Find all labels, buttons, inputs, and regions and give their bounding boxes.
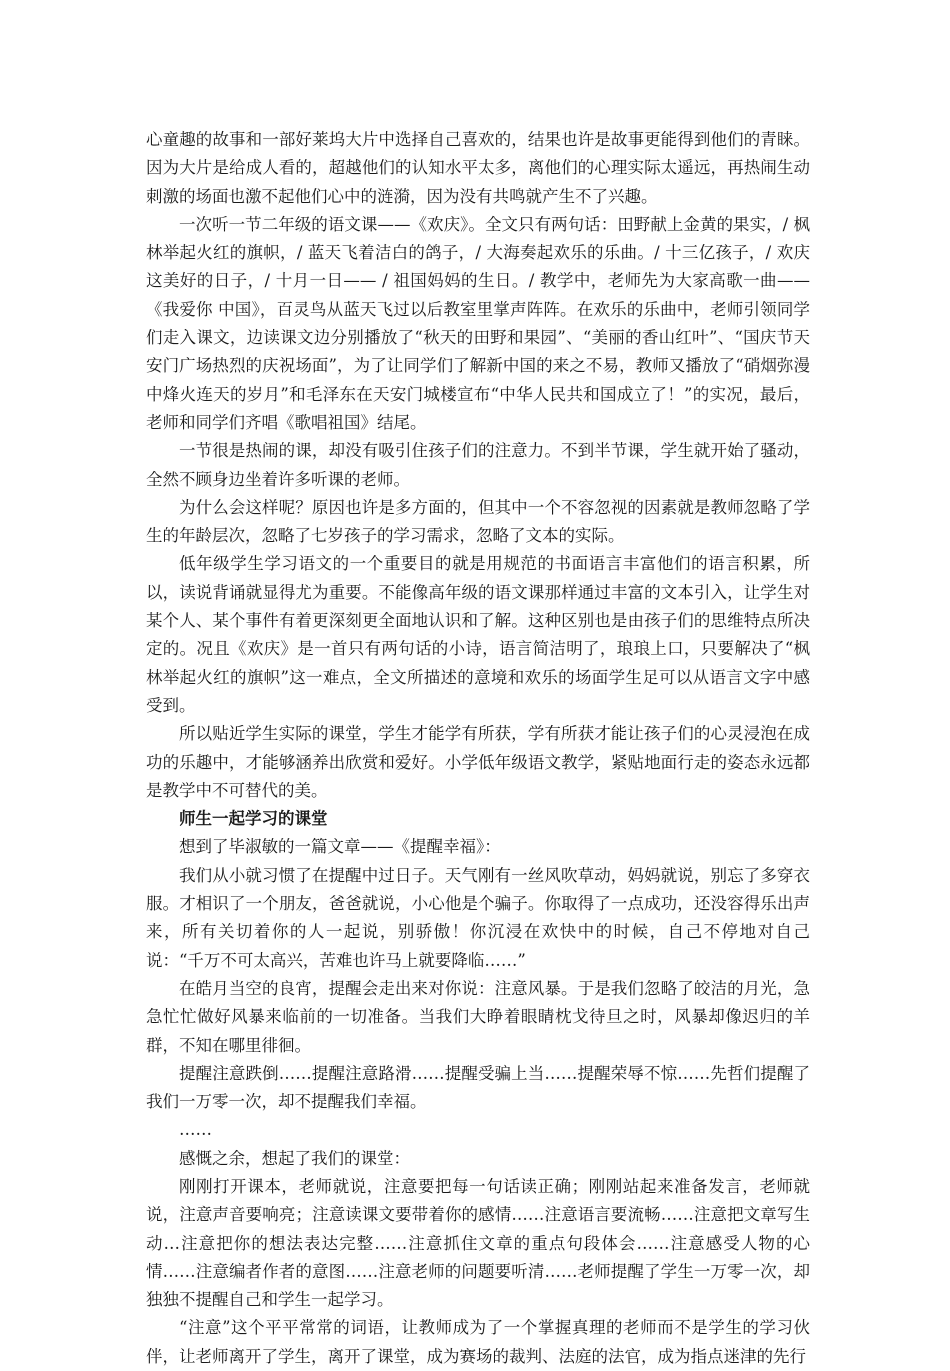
paragraph: 提醒注意跌倒……提醒注意路滑……提醒受骗上当……提醒荣辱不惊……先哲们提醒了我们一万零一次，却不提醒我们幸福。 (146, 1063, 810, 1112)
paragraph: 在皓月当空的良宵，提醒会走出来对你说：注意风暴。于是我们忽略了皎洁的月光，急急忙忙做好风暴来临前的一切准备。当我们大睁着眼睛枕戈待旦之时，风暴却像迟归的羊群，不知在哪里徘徊。 (146, 978, 810, 1055)
paragraph: 所以贴近学生实际的课堂，学生才能学有所获，学有所获才能让孩子们的心灵浸泡在成功的乐趣中，才能够涵养出欣赏和爱好。小学低年级语文教学，紧贴地面行走的姿态永远都是教学中不可替代的美。 (146, 724, 810, 800)
section-heading: 师生一起学习的课堂 (179, 809, 328, 829)
paragraph: 低年级学生学习语文的一个重要目的就是用规范的书面语言丰富他们的语言积累，所以，读说背诵就显得尤为重要。不能像高年级的语文课那样通过丰富的文本引入，让学生对某个人、某个事件有着更深刻更全面地认识和了解。这种区别也是由孩子们的思维特点所决定的。况且《欢庆》是一首只有两句话的小诗，语言简洁明了，琅琅上口，只要解决了“枫林举起火红的旗帜”这一难点，全文所描述的意境和欢乐的场面学生足可以从语言文字中感受到。 (146, 554, 810, 715)
paragraph: 一次听一节二年级的语文课——《欢庆》。全文只有两句话：田野献上金黄的果实，/ 枫林举起火红的旗帜，/ 蓝天飞着洁白的鸽子，/ 大海奏起欢乐的乐曲。/ 十三亿孩子，/ 欢庆这美好的日子，/ 十月一日—— / 祖国妈妈的生日。/ 教学中，老师先为大家高歌一曲——《我爱你 中国》，百灵鸟从蓝天飞过以后教室里掌声阵阵。在欢乐的乐曲中，老师引领同学们走入课文，边读课文边分别播放了“秋天的田野和果园”、“美丽的香山红叶”、“国庆节天安门广场热烈的庆祝场面”，为了让同学们了解新中国的来之不易，教师又播放了“硝烟弥漫中烽火连天的岁月”和毛泽东在天安门城楼宣布“中华人民共和国成立了！”的实况，最后，老师和同学们齐唱《歌唱祖国》结尾。 (146, 214, 810, 432)
paragraph: 为什么会这样呢？原因也许是多方面的，但其中一个不容忽视的因素就是教师忽略了学生的年龄层次，忽略了七岁孩子的学习需求，忽略了文本的实际。 (146, 497, 810, 546)
paragraph: 刚刚打开课本，老师就说，注意要把每一句话读正确；刚刚站起来准备发言，老师就说，注意声音要响亮；注意读课文要带着你的感情……注意语言要流畅……注意把文章写生动…注意把你的想法表达完整……注意抓住文章的重点句段体会……注意感受人物的心情……注意编者作者的意图……注意老师的问题要听清……老师提醒了学生一万零一次，却独独不提醒自己和学生一起学习。 (146, 1176, 810, 1310)
paragraph: “注意”这个平平常常的词语，让教师成为了一个掌握真理的老师而不是学生的学习伙伴，让老师离开了学生，离开了课堂，成为赛场的裁判、法庭的法官，成为指点迷津的先行 (146, 1318, 810, 1366)
paragraph: 我们从小就习惯了在提醒中过日子。天气刚有一丝风吹草动，妈妈就说，别忘了多穿衣服。才相识了一个朋友，爸爸就说，小心他是个骗子。你取得了一点成功，还没容得乐出声来，所有关切着你的人一起说，别骄傲！你沉浸在欢快中的时候，自己不停地对自己说：“千万不可太高兴，苦难也许马上就要降临……” (146, 865, 810, 970)
paragraph: 想到了毕淑敏的一篇文章——《提醒幸福》： (179, 837, 501, 857)
paragraph: 一节很是热闹的课，却没有吸引住孩子们的注意力。不到半节课，学生就开始了骚动，全然不顾身边坐着许多听课的老师。 (146, 441, 810, 489)
ellipsis-line: …… (179, 1120, 212, 1140)
paragraph: 感慨之余，想起了我们的课堂： (179, 1148, 410, 1168)
paragraph: 心童趣的故事和一部好莱坞大片中选择自己喜欢的，结果也许是故事更能得到他们的青睐。因为大片是给成人看的，超越他们的认知水平太多，离他们的心理实际太遥远，再热闹生动刺激的场面也激不起他们心中的涟漪，因为没有共鸣就产生不了兴趣。 (146, 130, 810, 206)
